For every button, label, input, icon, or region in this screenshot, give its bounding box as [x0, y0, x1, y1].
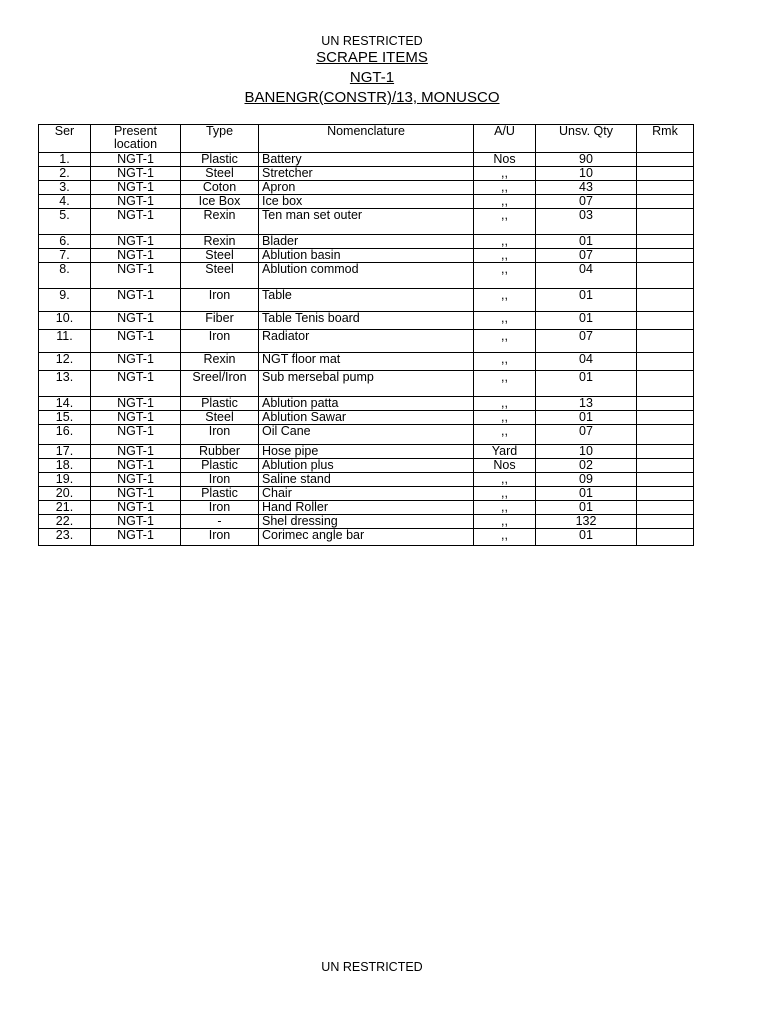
cell-ser: 10. [39, 312, 91, 330]
cell-type: Plastic [181, 397, 259, 411]
table-row [39, 445, 694, 459]
cell-present-location: NGT-1 [91, 371, 181, 397]
cell-type: Ice Box [181, 195, 259, 209]
cell-nomenclature: Stretcher [259, 167, 474, 181]
cell-type: Iron [181, 330, 259, 353]
cell-ser: 14. [39, 397, 91, 411]
header-type: Type [181, 125, 259, 153]
cell-rmk [637, 487, 694, 501]
table-row [39, 263, 694, 289]
cell-present-location: NGT-1 [91, 501, 181, 515]
cell-rmk [637, 235, 694, 249]
cell-rmk [637, 167, 694, 181]
cell-type: Steel [181, 167, 259, 181]
table-row [39, 330, 694, 353]
cell-present-location: NGT-1 [91, 515, 181, 529]
cell-ser: 6. [39, 235, 91, 249]
table-row [39, 195, 694, 209]
cell-rmk [637, 181, 694, 195]
cell-unsv-qty: 01 [536, 529, 637, 546]
header-ser: Ser [39, 125, 91, 153]
cell-ser: 5. [39, 209, 91, 235]
cell-unsv-qty: 01 [536, 501, 637, 515]
cell-type: Iron [181, 501, 259, 515]
cell-present-location: NGT-1 [91, 473, 181, 487]
cell-type: - [181, 515, 259, 529]
cell-rmk [637, 153, 694, 167]
cell-ser: 21. [39, 501, 91, 515]
cell-nomenclature: Ablution commod [259, 263, 474, 289]
cell-type: Iron [181, 289, 259, 312]
cell-nomenclature: Ablution basin [259, 249, 474, 263]
cell-au: ,, [474, 473, 536, 487]
cell-ser: 16. [39, 425, 91, 445]
cell-nomenclature: Shel dressing [259, 515, 474, 529]
title-line-2: NGT-1 [349, 69, 395, 86]
table-row [39, 353, 694, 371]
header-nomenclature: Nomenclature [259, 125, 474, 153]
cell-rmk [637, 289, 694, 312]
header-rmk: Rmk [637, 125, 694, 153]
cell-unsv-qty: 09 [536, 473, 637, 487]
table-row [39, 487, 694, 501]
cell-rmk [637, 312, 694, 330]
cell-rmk [637, 263, 694, 289]
cell-unsv-qty: 02 [536, 459, 637, 473]
cell-type: Steel [181, 411, 259, 425]
cell-nomenclature: Hand Roller [259, 501, 474, 515]
classification-bottom: UN RESTRICTED [321, 960, 423, 974]
header-present-location: Present location [91, 125, 181, 153]
cell-rmk [637, 209, 694, 235]
cell-present-location: NGT-1 [91, 235, 181, 249]
cell-unsv-qty: 04 [536, 263, 637, 289]
table-body [39, 153, 694, 546]
cell-rmk [637, 249, 694, 263]
cell-unsv-qty: 07 [536, 195, 637, 209]
table-row [39, 397, 694, 411]
cell-present-location: NGT-1 [91, 153, 181, 167]
cell-nomenclature: Saline stand [259, 473, 474, 487]
cell-present-location: NGT-1 [91, 529, 181, 546]
cell-ser: 18. [39, 459, 91, 473]
cell-au: ,, [474, 330, 536, 353]
cell-au: ,, [474, 411, 536, 425]
cell-type: Iron [181, 473, 259, 487]
cell-au: ,, [474, 195, 536, 209]
cell-type: Rubber [181, 445, 259, 459]
table-row [39, 289, 694, 312]
cell-present-location: NGT-1 [91, 330, 181, 353]
table-header-row [39, 125, 694, 153]
cell-nomenclature: Chair [259, 487, 474, 501]
cell-unsv-qty: 90 [536, 153, 637, 167]
cell-au: ,, [474, 235, 536, 249]
cell-au: ,, [474, 397, 536, 411]
table-row [39, 501, 694, 515]
cell-unsv-qty: 132 [536, 515, 637, 529]
cell-present-location: NGT-1 [91, 487, 181, 501]
cell-au: Yard [474, 445, 536, 459]
cell-ser: 15. [39, 411, 91, 425]
cell-nomenclature: Corimec angle bar [259, 529, 474, 546]
cell-ser: 4. [39, 195, 91, 209]
table-row [39, 473, 694, 487]
table-row [39, 529, 694, 546]
cell-rmk [637, 445, 694, 459]
cell-unsv-qty: 10 [536, 167, 637, 181]
cell-ser: 7. [39, 249, 91, 263]
scrap-items-table [38, 124, 694, 546]
table-row [39, 153, 694, 167]
cell-unsv-qty: 01 [536, 371, 637, 397]
cell-rmk [637, 371, 694, 397]
cell-present-location: NGT-1 [91, 263, 181, 289]
cell-au: ,, [474, 209, 536, 235]
cell-unsv-qty: 07 [536, 330, 637, 353]
cell-nomenclature: Apron [259, 181, 474, 195]
cell-au: ,, [474, 515, 536, 529]
title-line-3: BANENGR(CONSTR)/13, MONUSCO [244, 89, 500, 106]
cell-nomenclature: Ablution plus [259, 459, 474, 473]
cell-present-location: NGT-1 [91, 425, 181, 445]
cell-au: Nos [474, 153, 536, 167]
cell-unsv-qty: 10 [536, 445, 637, 459]
cell-nomenclature: Ice box [259, 195, 474, 209]
table-row [39, 371, 694, 397]
cell-type: Iron [181, 425, 259, 445]
cell-au: ,, [474, 312, 536, 330]
cell-type: Plastic [181, 459, 259, 473]
cell-au: ,, [474, 249, 536, 263]
header-au: A/U [474, 125, 536, 153]
cell-present-location: NGT-1 [91, 195, 181, 209]
cell-nomenclature: NGT floor mat [259, 353, 474, 371]
cell-type: Steel [181, 249, 259, 263]
cell-present-location: NGT-1 [91, 411, 181, 425]
cell-nomenclature: Blader [259, 235, 474, 249]
cell-type: Rexin [181, 353, 259, 371]
cell-ser: 1. [39, 153, 91, 167]
cell-nomenclature: Ablution Sawar [259, 411, 474, 425]
cell-unsv-qty: 07 [536, 425, 637, 445]
cell-unsv-qty: 01 [536, 312, 637, 330]
cell-ser: 13. [39, 371, 91, 397]
cell-rmk [637, 529, 694, 546]
cell-au: ,, [474, 425, 536, 445]
cell-present-location: NGT-1 [91, 181, 181, 195]
cell-present-location: NGT-1 [91, 445, 181, 459]
document-header [0, 34, 744, 108]
cell-rmk [637, 501, 694, 515]
cell-rmk [637, 195, 694, 209]
cell-nomenclature: Radiator [259, 330, 474, 353]
cell-rmk [637, 411, 694, 425]
cell-unsv-qty: 01 [536, 289, 637, 312]
cell-rmk [637, 459, 694, 473]
cell-rmk [637, 515, 694, 529]
table-row [39, 167, 694, 181]
cell-type: Steel [181, 263, 259, 289]
cell-au: ,, [474, 501, 536, 515]
table-row [39, 515, 694, 529]
cell-au: ,, [474, 487, 536, 501]
cell-rmk [637, 397, 694, 411]
cell-type: Iron [181, 529, 259, 546]
cell-nomenclature: Oil Cane [259, 425, 474, 445]
cell-nomenclature: Table Tenis board [259, 312, 474, 330]
cell-unsv-qty: 04 [536, 353, 637, 371]
cell-ser: 12. [39, 353, 91, 371]
cell-au: ,, [474, 289, 536, 312]
cell-nomenclature: Ten man set outer [259, 209, 474, 235]
cell-nomenclature: Ablution patta [259, 397, 474, 411]
cell-unsv-qty: 03 [536, 209, 637, 235]
cell-au: ,, [474, 167, 536, 181]
cell-type: Sreel/Iron [181, 371, 259, 397]
cell-type: Coton [181, 181, 259, 195]
cell-unsv-qty: 01 [536, 487, 637, 501]
cell-present-location: NGT-1 [91, 397, 181, 411]
title-line-1: SCRAPE ITEMS [316, 49, 428, 66]
cell-au: ,, [474, 181, 536, 195]
cell-nomenclature: Table [259, 289, 474, 312]
cell-au: ,, [474, 529, 536, 546]
cell-ser: 19. [39, 473, 91, 487]
cell-nomenclature: Sub mersebal pump [259, 371, 474, 397]
cell-ser: 20. [39, 487, 91, 501]
table-row [39, 249, 694, 263]
cell-unsv-qty: 07 [536, 249, 637, 263]
cell-au: Nos [474, 459, 536, 473]
cell-present-location: NGT-1 [91, 312, 181, 330]
cell-ser: 23. [39, 529, 91, 546]
cell-present-location: NGT-1 [91, 167, 181, 181]
cell-nomenclature: Battery [259, 153, 474, 167]
cell-unsv-qty: 01 [536, 411, 637, 425]
cell-ser: 11. [39, 330, 91, 353]
cell-present-location: NGT-1 [91, 289, 181, 312]
cell-unsv-qty: 01 [536, 235, 637, 249]
table-row [39, 411, 694, 425]
classification-top: UN RESTRICTED [321, 34, 423, 48]
table-row [39, 459, 694, 473]
cell-rmk [637, 353, 694, 371]
table-row [39, 181, 694, 195]
cell-ser: 9. [39, 289, 91, 312]
cell-rmk [637, 425, 694, 445]
table-row [39, 235, 694, 249]
cell-type: Plastic [181, 153, 259, 167]
cell-ser: 3. [39, 181, 91, 195]
cell-au: ,, [474, 371, 536, 397]
cell-rmk [637, 473, 694, 487]
cell-type: Plastic [181, 487, 259, 501]
cell-unsv-qty: 43 [536, 181, 637, 195]
cell-present-location: NGT-1 [91, 209, 181, 235]
cell-ser: 17. [39, 445, 91, 459]
cell-rmk [637, 330, 694, 353]
cell-ser: 2. [39, 167, 91, 181]
cell-ser: 8. [39, 263, 91, 289]
cell-present-location: NGT-1 [91, 459, 181, 473]
cell-type: Rexin [181, 209, 259, 235]
cell-ser: 22. [39, 515, 91, 529]
cell-type: Rexin [181, 235, 259, 249]
table-row [39, 209, 694, 235]
header-unsv-qty: Unsv. Qty [536, 125, 637, 153]
cell-type: Fiber [181, 312, 259, 330]
cell-nomenclature: Hose pipe [259, 445, 474, 459]
cell-unsv-qty: 13 [536, 397, 637, 411]
cell-au: ,, [474, 353, 536, 371]
cell-present-location: NGT-1 [91, 249, 181, 263]
table-row [39, 312, 694, 330]
cell-au: ,, [474, 263, 536, 289]
cell-present-location: NGT-1 [91, 353, 181, 371]
table-row [39, 425, 694, 445]
